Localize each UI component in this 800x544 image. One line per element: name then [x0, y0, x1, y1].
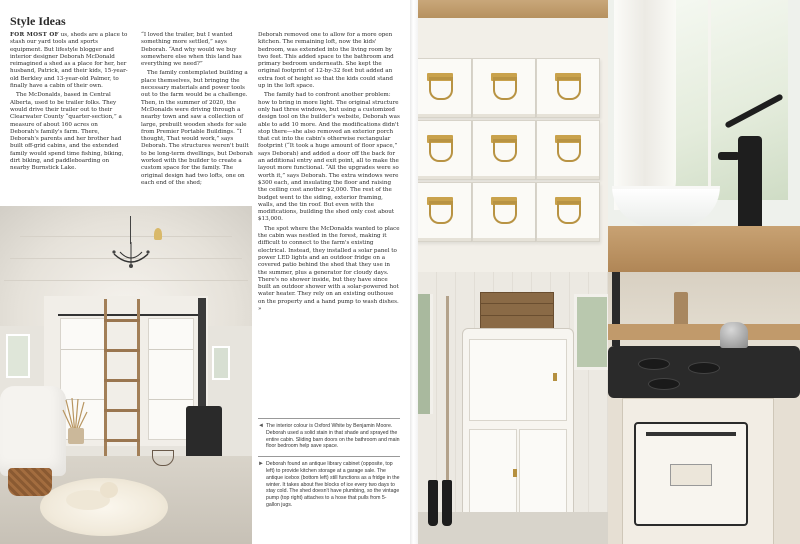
window-muntin — [708, 0, 711, 200]
photo-captions — [258, 418, 400, 515]
latch — [553, 373, 557, 381]
wood-stove — [186, 406, 222, 462]
article-paragraph: Deborah removed one to allow for a more open kitchen. The remaining loft, now the kids' bedroom, was extended into the living room by two feet. This added space to the bathroom and primary bedroom underneath. She kept the original footprint of 12-by-32 feet but added an extra foot of height so that the kids could stand up in the loft space. — [258, 32, 394, 90]
plant-pot — [68, 428, 84, 444]
article-column-3 — [258, 32, 400, 315]
pendant-light — [154, 228, 162, 240]
article-paragraph: The McDonalds, based in Central Alberta, used to be trailer folks. They would drive their trailer out to their Clearwater County “quarter-section,” a measure of about 160 acres on Deborah's family's farm. There, Deborah's parents and her brother had built off-grid cabins, and the extended family would spend time fishing, biking, dirt biking, and paddleboarding on nearby Burnstick Lake. — [10, 92, 124, 172]
chandelier-icon — [112, 242, 150, 272]
lead-in: FOR MOST OF — [10, 32, 59, 38]
wood-counter — [608, 226, 800, 272]
chandelier-chain — [130, 216, 131, 244]
vintage-hand-pump-photo — [608, 0, 800, 272]
icebox-lower-right-door — [519, 429, 567, 521]
section-label: Style Ideas — [10, 14, 66, 28]
caption-text: Deborah found an antique library cabinet (opposite, top left) to provide kitchen storage at a garage sale. The antique icebox (bottom left) still functions as a fridge in the winter. It takes about five blocks of ice every two days to stay cold. The shed doesn't have plumbing, so the vintage pump (top right) attaches to a hose that pulls from 5-gallon jugs. — [266, 461, 400, 508]
antique-icebox-photo — [418, 272, 608, 544]
window-right — [574, 294, 608, 370]
wicker-basket — [8, 468, 52, 496]
dog-head — [100, 482, 118, 498]
icebox — [462, 328, 574, 530]
caption-divider — [258, 418, 400, 419]
gutter — [410, 0, 418, 544]
kettle — [720, 322, 748, 348]
interior-cabin-photo — [0, 206, 252, 544]
right-page — [418, 0, 800, 544]
caption-text: The interior colour is Oxford White by Benjamin Moore. Deborah used a solid stain in that shade and sprayed the entire cabin. Sliding barn doors on the bathroom and main floor bedroom help save space. — [266, 423, 400, 450]
right-arrow-icon: ► — [258, 461, 264, 468]
icebox-lower-left-door — [469, 429, 517, 521]
caption-divider — [258, 456, 400, 457]
ceiling-board — [20, 236, 232, 237]
library-cabinet-drawers-photo — [418, 0, 608, 272]
wood-counter — [608, 324, 800, 340]
enamel-basin — [612, 186, 720, 227]
article-paragraph: The family contemplated building a place themselves, but bringing the necessary materials and power tools out to the farm would be a challenge. Then, in the summer of 2020, the McDonalds were driving through a nearby town and saw a collection of large, prebuilt wooden sheds for sale from Premier Portable Buildings. “I thought, That would work,” says Deborah. The structures weren't built to be long-term dwellings, but Deborah worked with the builder to create a custom space for the family. The original design had two lofts, one on each end of the shed; — [141, 70, 253, 186]
paragraph-text: The spot where the McDonalds wanted to place the cabin was nestled in the forest, making it difficult to connect to the farm's existing electrical. Instead, they installed a solar panel to power LED lights and an outdoor fridge on a covered patio behind the shed that they use in the summer, plus a generator for cloudy days. There's no shower inside, but they have since built an outdoor shower with a solar-powered hot water heater. They rely on an existing outhouse on the property and a hand pump to wash dishes. — [258, 225, 400, 305]
wood-counter — [418, 0, 608, 18]
pump-spout — [718, 152, 740, 160]
curtain — [614, 0, 676, 210]
hand-pump — [738, 136, 762, 232]
oven-door — [634, 422, 748, 526]
end-mark: » — [258, 305, 262, 312]
paragraph-text: us, sheds are a place to stash our yard tools and sports equipment. But lifestyle blogger and interior designer Deborah McDonald reimagined a shed as a place for her, her husband, Patrick, and their kids, 15-year-old Berkley and 13-year-old Palmer, to finally have a cabin of their own. — [10, 32, 128, 90]
article-paragraph — [258, 226, 400, 314]
window-left — [6, 334, 30, 378]
article-column-2 — [141, 32, 253, 189]
article-column-1 — [10, 32, 128, 175]
cookstove-top — [608, 346, 800, 398]
article-paragraph: The family had to confront another problem: how to bring in more light. The original structure only had three windows, but using a customized design tool on the builder's website, Deborah was able to add 10 more. And the modifications didn't stop there—she also removed an exterior porch that cut into the cabin's otherwise rectangular footprint (“It took a huge amount of floor space,” says Deborah) and added a door off the back for an additional entry and exit point, all to make the layout more functional. “All the upgrades were so worth it,” says Deborah. The extra windows were $300 each, and insulating the floor and raising the ceiling cost another $2,000. The rest of the budget went to the siding, exterior framing, walls, and the tin roof. But even with the modifications, building the shed only cost about $13,000. — [258, 92, 400, 223]
rubber-boot — [428, 480, 438, 526]
article-paragraph: “I loved the trailer, but I wanted something more settled,” says Deborah. “And why would we buy somewhere else when this land has everything we need?” — [141, 32, 242, 68]
article-paragraph — [10, 32, 128, 90]
wooden-crate — [480, 292, 554, 330]
window-right — [212, 346, 230, 380]
ceiling-board — [4, 280, 248, 281]
stove-pipe — [198, 298, 206, 406]
caption-right-page — [258, 461, 400, 509]
rubber-boot — [442, 480, 452, 526]
latch — [513, 469, 517, 477]
left-arrow-icon: ◄ — [258, 423, 264, 429]
window-left — [418, 294, 433, 414]
caption-interior — [258, 423, 400, 450]
wood-cookstove-photo — [608, 272, 800, 544]
armchair — [0, 386, 66, 476]
